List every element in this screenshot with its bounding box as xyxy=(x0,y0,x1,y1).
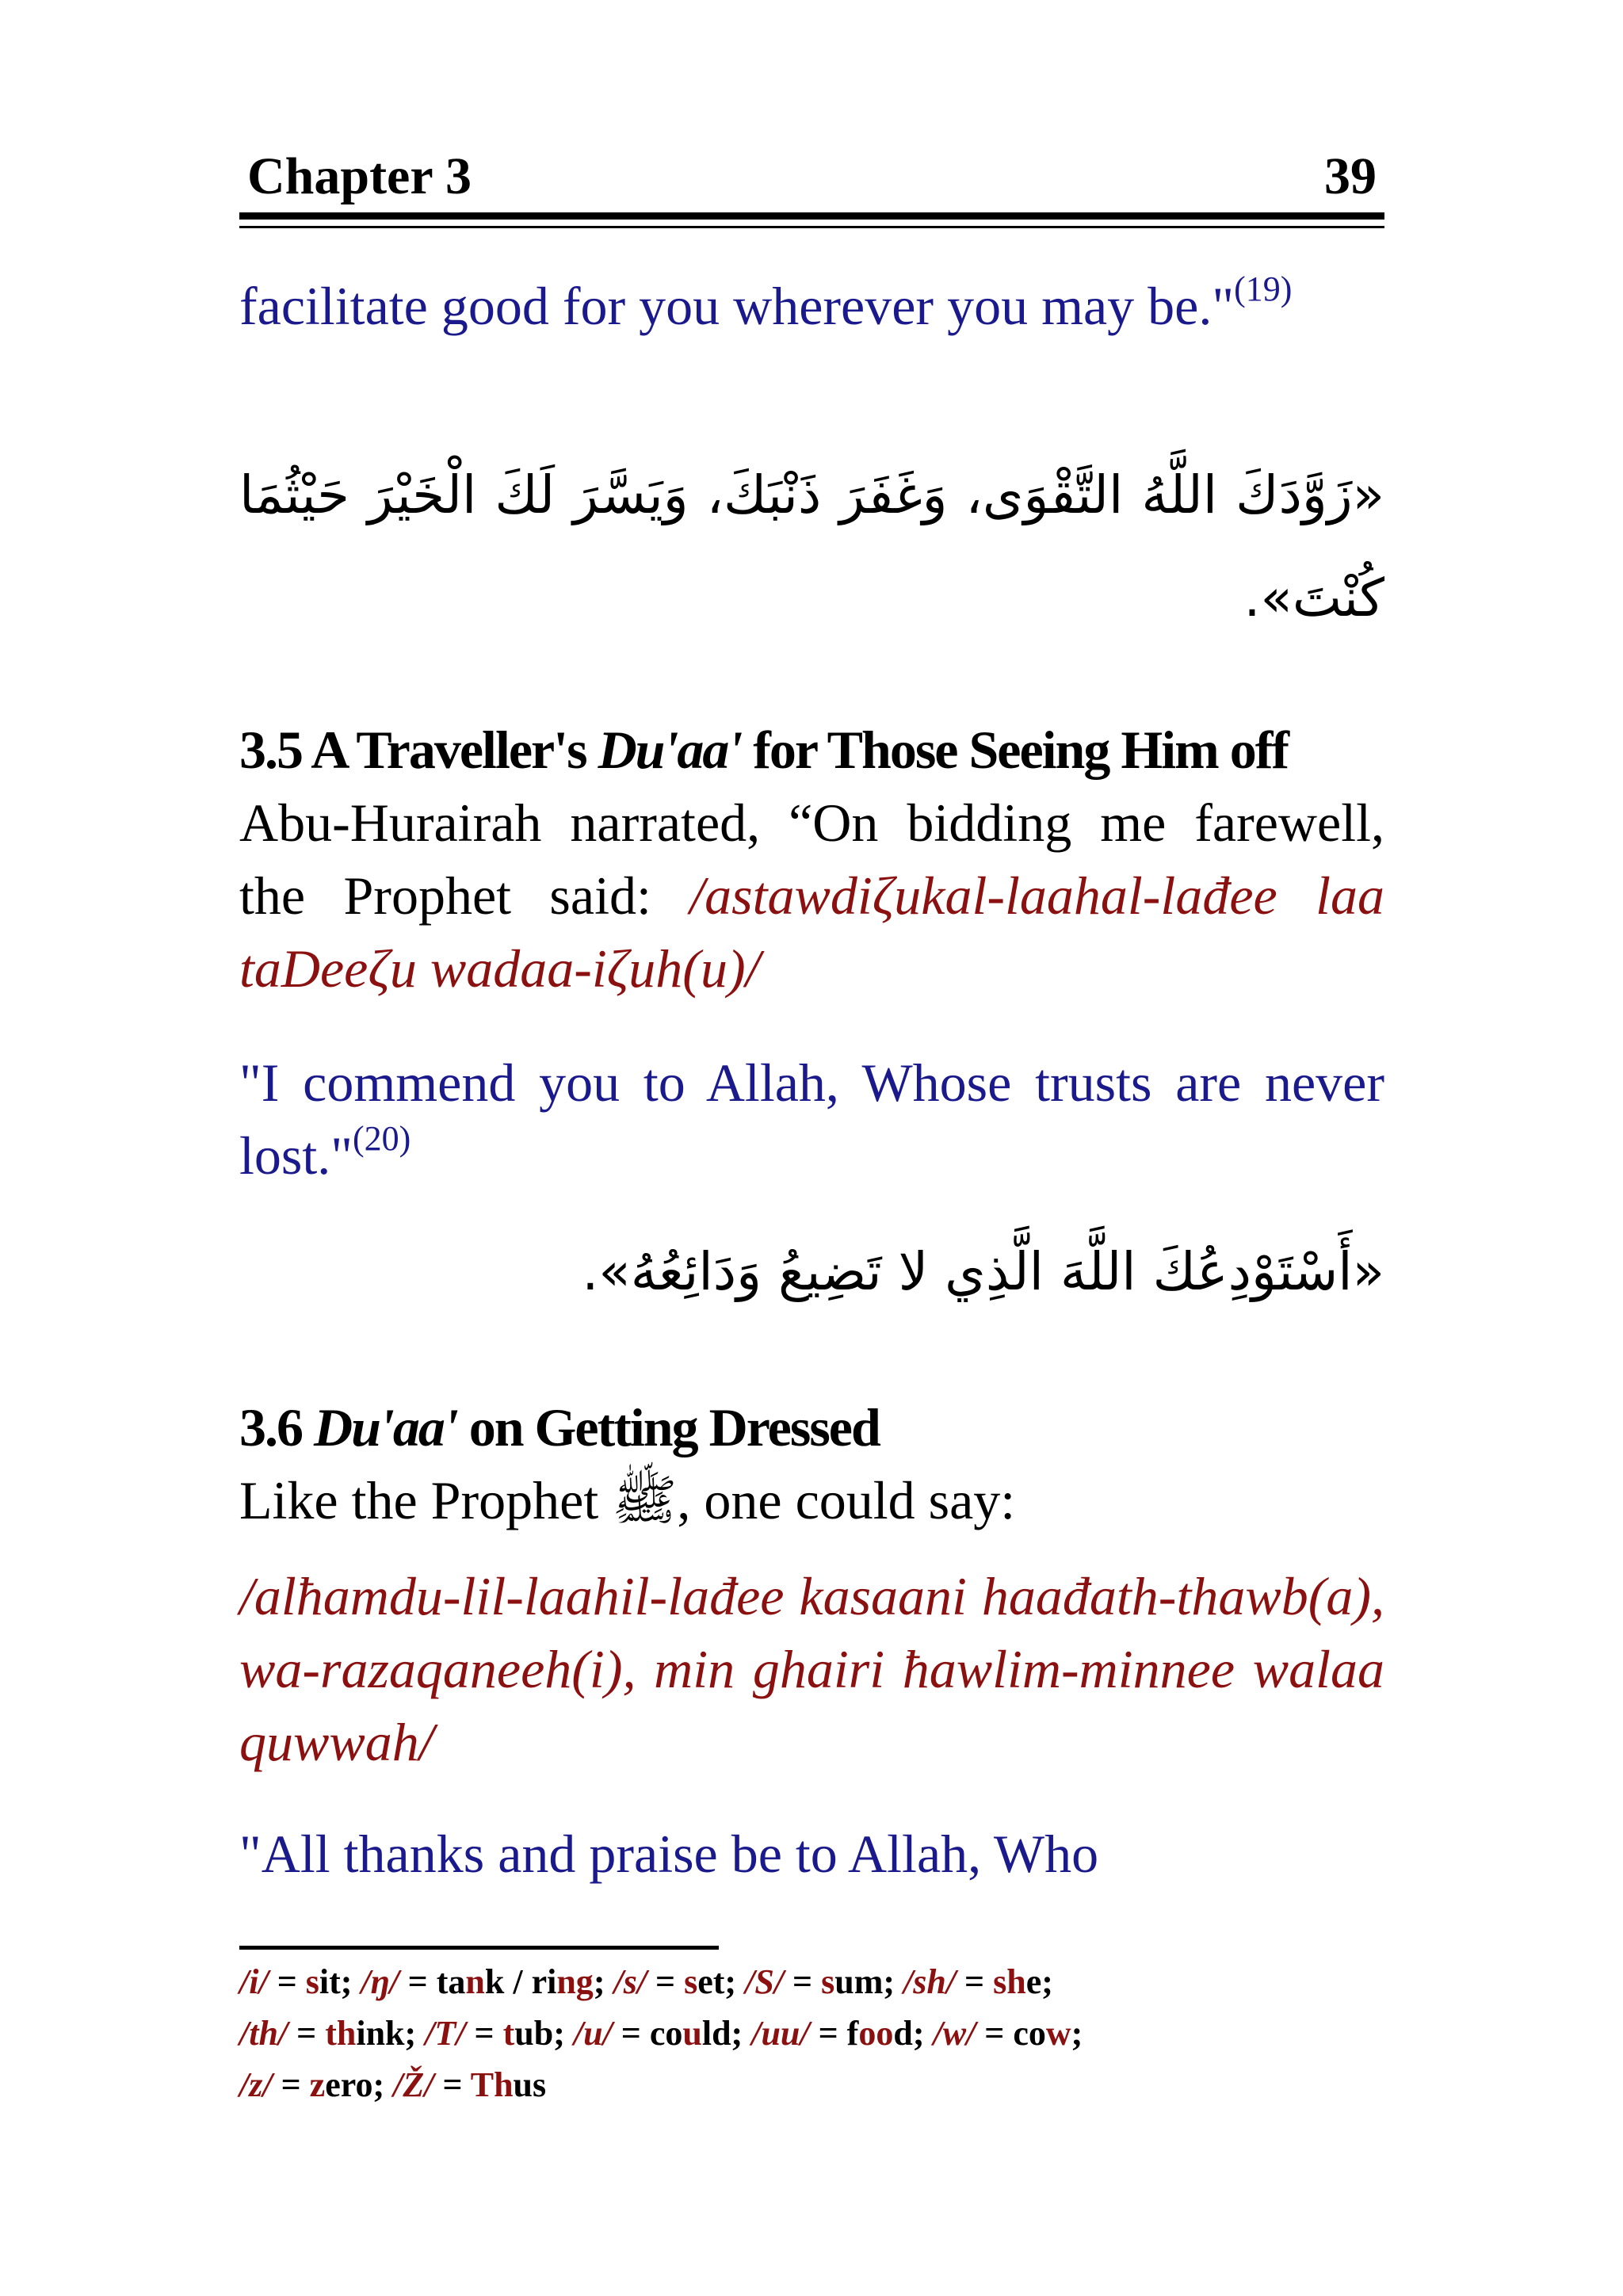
key-sound: u xyxy=(682,2014,702,2053)
key-sound: z xyxy=(309,2065,326,2104)
footnote-ref: (19) xyxy=(1234,269,1293,309)
key-text: = xyxy=(784,1962,822,2001)
key-symbol: /z/ xyxy=(239,2065,273,2104)
key-sound: ng xyxy=(556,1962,594,2001)
section-heading-3-5 xyxy=(239,713,1384,786)
key-text: = xyxy=(465,2014,503,2053)
footnote-line-3 xyxy=(239,2059,1384,2111)
key-text: = f xyxy=(809,2014,859,2053)
key-text: = xyxy=(288,2014,326,2053)
key-symbol: /Ž/ xyxy=(393,2065,434,2104)
section-heading-3-6 xyxy=(239,1391,1384,1464)
chapter-label: Chapter 3 xyxy=(247,147,472,205)
key-text: = xyxy=(272,2065,310,2104)
key-symbol: /u/ xyxy=(573,2014,613,2053)
key-text: ld; xyxy=(701,2014,752,2053)
arabic-dua-top: «زَوَّدَكَ اللَّهُ التَّقْوَى، وَغَفَرَ ذَنْبَكَ، وَيَسَّرَ لَكَ الْخَيْرَ حَيْثُمَا كُنْتَ». xyxy=(239,464,1384,628)
translation-continued xyxy=(239,269,1384,342)
arabic-dua-3-5: «أَسْتَوْدِعُكَ اللَّهَ الَّذِي لا تَضِيعُ وَدَائِعُهُ». xyxy=(582,1241,1384,1302)
key-symbol: /s/ xyxy=(613,1962,647,2001)
key-symbol: /S/ xyxy=(745,1962,785,2001)
key-symbol: /sh/ xyxy=(903,1962,957,2001)
key-sound: w xyxy=(1045,2014,1071,2053)
heading-number: 3.5 A Traveller's xyxy=(239,720,586,780)
key-sound: th xyxy=(325,2014,357,2053)
key-text: us xyxy=(513,2065,547,2104)
key-text: = co xyxy=(612,2014,683,2053)
key-symbol: /w/ xyxy=(933,2014,976,2053)
heading-number: 3.6 xyxy=(239,1397,302,1457)
section-3-5-translation xyxy=(239,1046,1384,1192)
header-rule-thick xyxy=(239,212,1384,220)
key-symbol: /T/ xyxy=(425,2014,466,2053)
key-symbol: /i/ xyxy=(239,1962,269,2001)
key-text: d; xyxy=(893,2014,934,2053)
section-3-6-transliteration: /alħamdu-lil-laahil-lađee kasaani haađath-thawb(a), wa-razaqaneeh(i), min ghairi ħawlim-minnee walaa quwwah/ xyxy=(239,1566,1384,1772)
translation-text: "I commend you to Allah, Whose trusts are never lost." xyxy=(239,1052,1384,1186)
key-sound: Th xyxy=(470,2065,514,2104)
section-3-6-intro: Like the Prophet ﷺ, one could say: xyxy=(239,1470,1016,1530)
key-text: um; xyxy=(834,1962,903,2001)
header-rule-thin xyxy=(239,226,1384,228)
page-number: 39 xyxy=(1324,147,1377,205)
translation-text: facilitate good for you wherever you may be." xyxy=(239,276,1235,336)
key-text: = xyxy=(268,1962,306,2001)
key-text: ero; xyxy=(325,2065,394,2104)
key-sound: sh xyxy=(993,1962,1026,2001)
key-text: ; xyxy=(593,1962,614,2001)
heading-italic: Du'aa' xyxy=(598,720,742,780)
key-text: ink; xyxy=(356,2014,426,2053)
footnote-ref: (20) xyxy=(353,1119,411,1159)
key-sound: oo xyxy=(858,2014,894,2053)
key-sound: t xyxy=(502,2014,515,2053)
footnote-rule xyxy=(239,1946,719,1950)
key-text: e; xyxy=(1025,1962,1053,2001)
key-sound: s xyxy=(684,1962,698,2001)
key-text: = xyxy=(956,1962,994,2001)
page-header xyxy=(239,147,1384,205)
key-text: ; xyxy=(1071,2014,1083,2053)
heading-rest: on Getting Dressed xyxy=(468,1397,880,1457)
section-3-6-translation: "All thanks and praise be to Allah, Who xyxy=(239,1824,1099,1884)
heading-italic: Du'aa' xyxy=(314,1397,457,1457)
key-symbol: /ŋ/ xyxy=(361,1962,399,2001)
transliteration-key-footnote xyxy=(239,1956,1384,2111)
key-sound: s xyxy=(305,1962,319,2001)
key-text: = xyxy=(433,2065,471,2104)
transliteration-text: /astawdiζukal-laahal-lađee laa taDeeζu wadaa-iζuh(u)/ xyxy=(239,865,1384,999)
heading-rest: for Those Seeing Him off xyxy=(753,720,1289,780)
section-3-5-intro xyxy=(239,786,1384,1005)
footnote-line-2 xyxy=(239,2008,1384,2059)
key-text: ub; xyxy=(514,2014,574,2053)
key-sound: s xyxy=(821,1962,835,2001)
intro-text: Abu-Hurairah narrated, “On bidding me farewell, the Prophet said: xyxy=(239,793,1384,926)
key-symbol: /th/ xyxy=(239,2014,288,2053)
key-text: = ta xyxy=(399,1962,466,2001)
key-text: et; xyxy=(697,1962,746,2001)
key-text: k / ri xyxy=(484,1962,557,2001)
key-symbol: /uu/ xyxy=(751,2014,810,2053)
key-text: = co xyxy=(976,2014,1046,2053)
book-page xyxy=(239,0,1384,2296)
key-text: it; xyxy=(319,1962,361,2001)
key-text: = xyxy=(647,1962,685,2001)
key-sound: n xyxy=(465,1962,485,2001)
footnote-line-1 xyxy=(239,1956,1384,2008)
